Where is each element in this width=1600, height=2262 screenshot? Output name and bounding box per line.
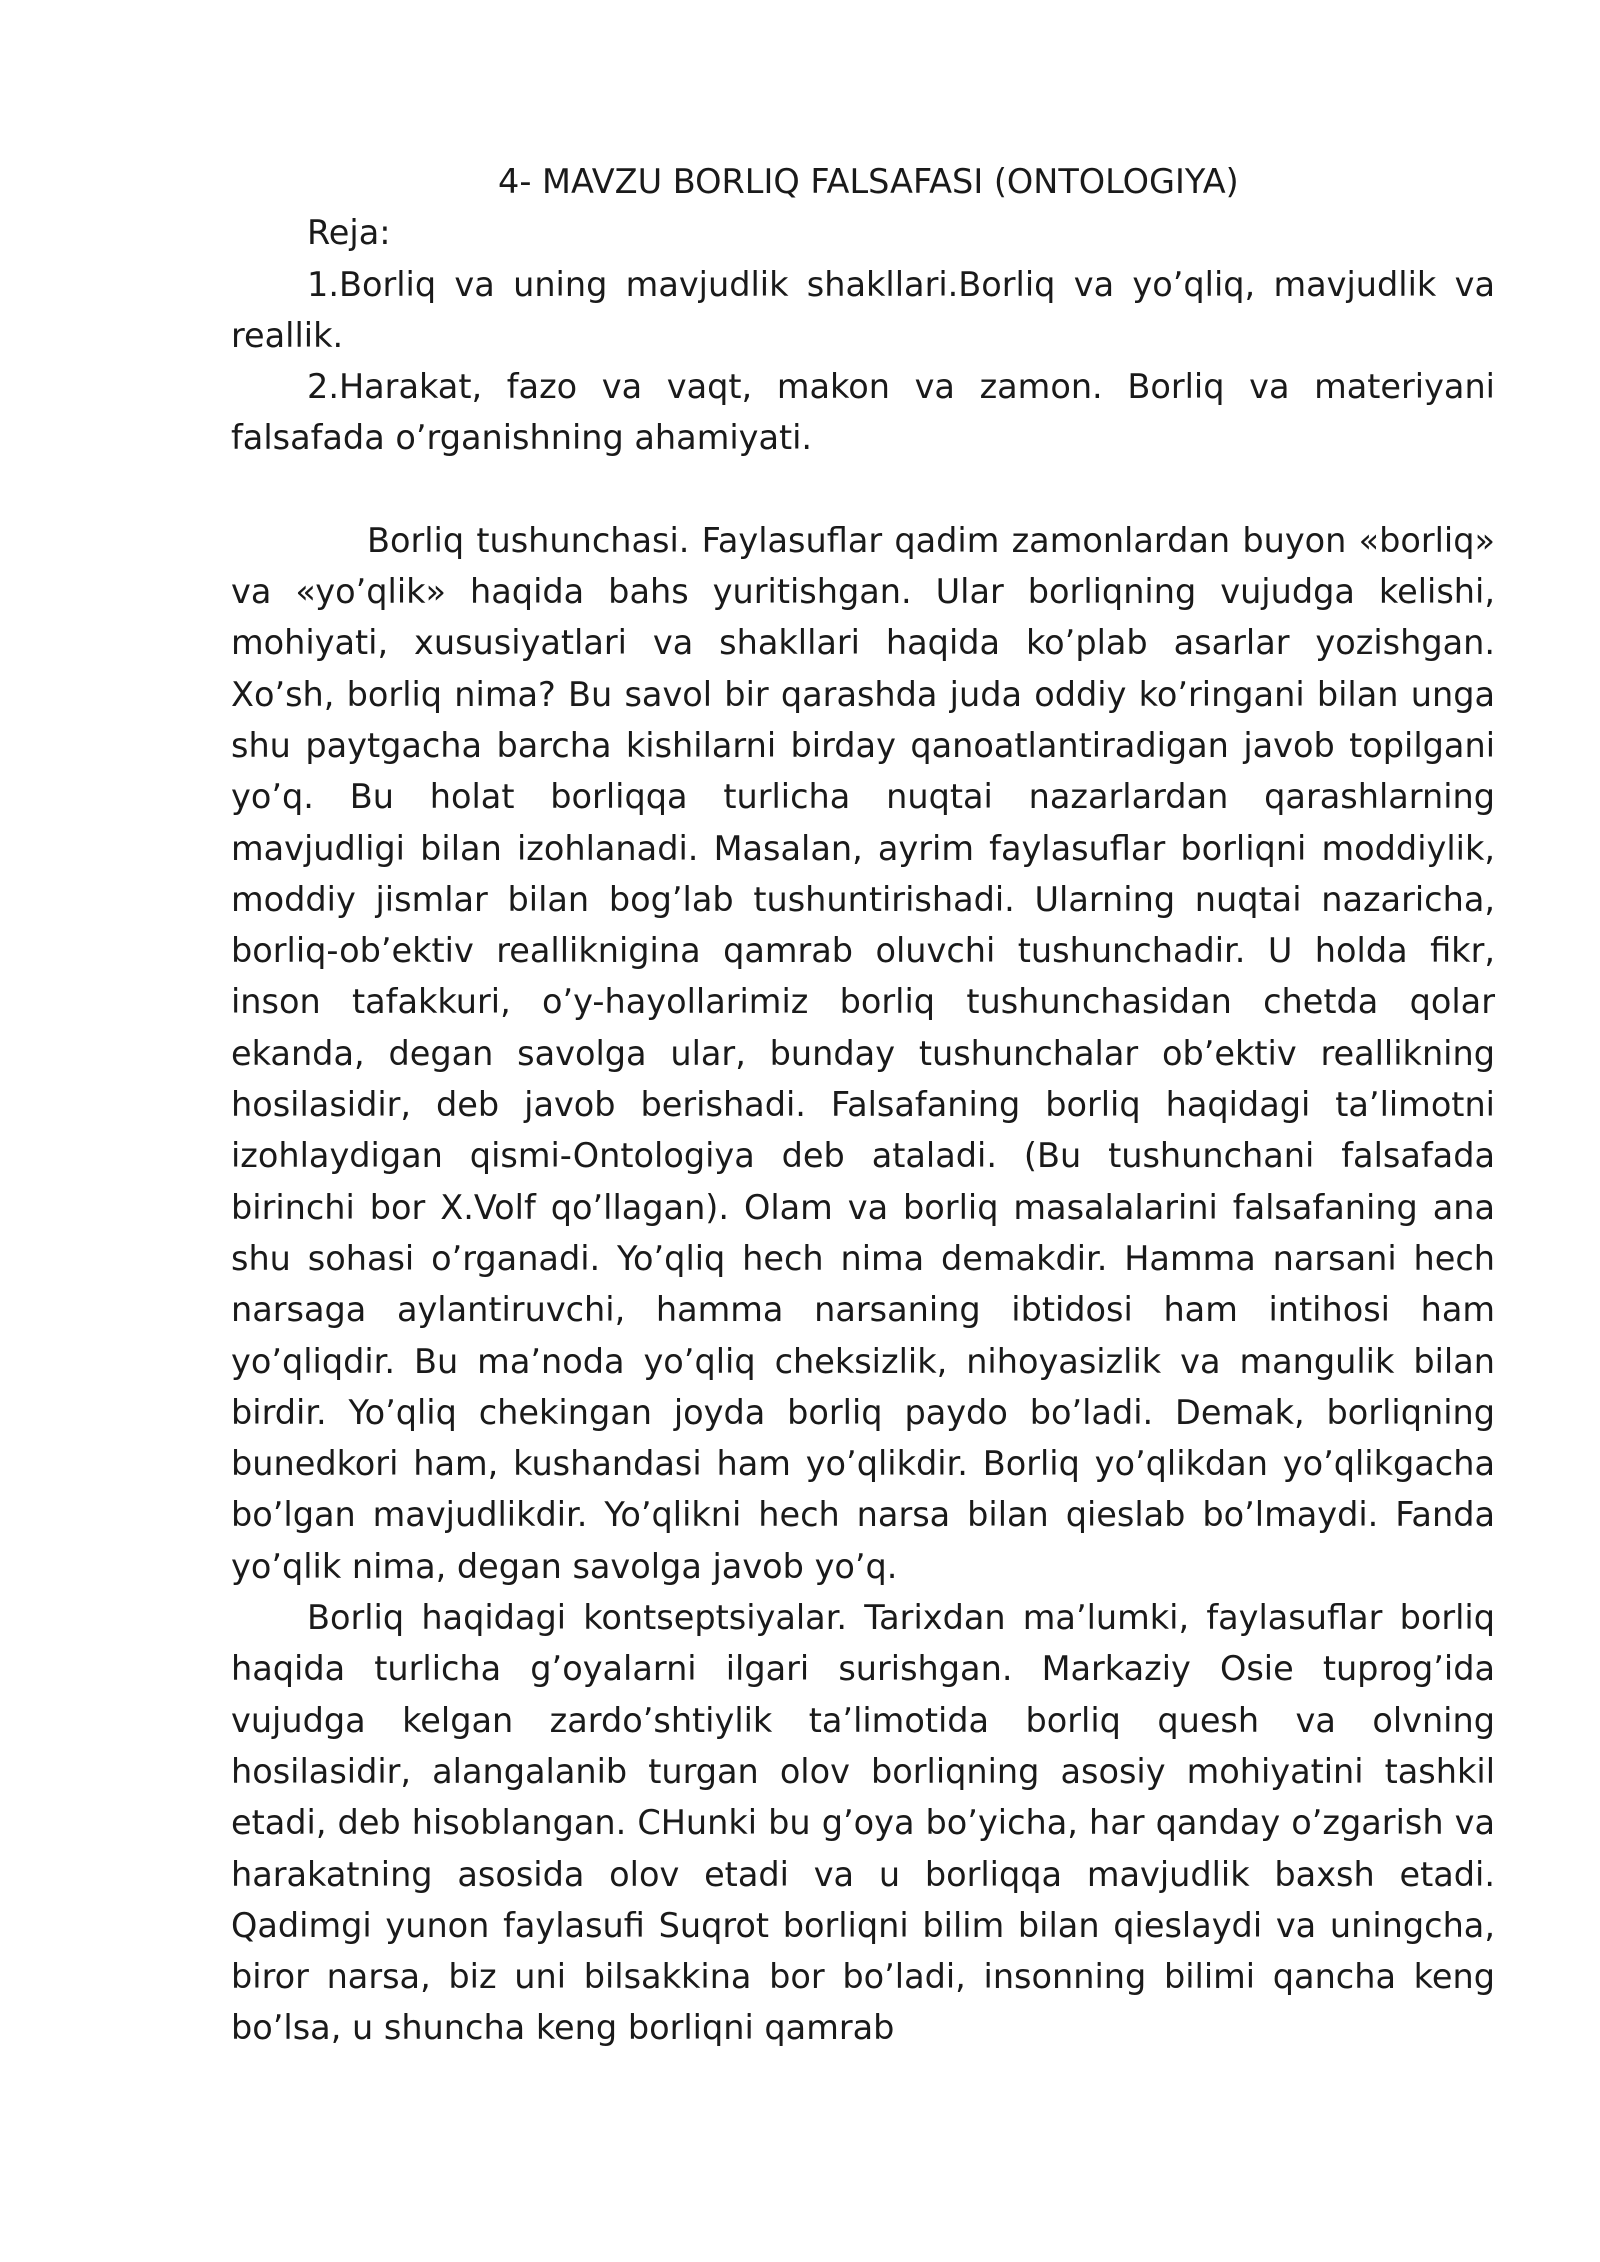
document-title: 4- MAVZU BORLIQ FALSAFASI (ONTOLOGIYA) bbox=[498, 162, 1239, 201]
plan-item-2: 2.Harakat, fazo va vaqt, makon va zamon. Borliq va materiyani falsafada o’rganishning ahamiyati. bbox=[231, 367, 1495, 458]
paragraph-borliq-tushunchasi: Borliq tushunchasi. Faylasuflar qadim zamonlardan buyon «borliq» va «yo’qlik» haqida bahs yuritishgan. Ular borliqning vujudga kelishi, mohiyati, xususiyatlari va shakllari haqida ko’plab asarlar yozishgan. Xo’sh, borliq nima? Bu savol bir qarashda juda oddiy ko’ringani bilan unga shu paytgacha barcha kishilarni birday qanoatlantiradigan javob topilgani yo’q. Bu holat borliqqa turlicha nuqtai nazarlardan qarashlarning mavjudligi bilan izohlanadi. Masalan, ayrim faylasuflar borliqni moddiylik, moddiy jismlar bilan bog’lab tushuntirishadi. Ularning nuqtai nazaricha, borliq-ob’ektiv realliknigina qamrab oluvchi tushunchadir. U holda fikr, inson tafakkuri, o’y-hayollarimiz borliq tushunchasidan chetda qolar ekanda, degan savolga ular, bunday tushunchalar ob’ektiv reallikning hosilasidir, deb javob berishadi. Falsafaning borliq haqidagi ta’limotni izohlaydigan qismi-Ontologiya deb ataladi. (Bu tushunchani falsafada birinchi bor X.Volf qo’llagan). Olam va borliq masalalarini falsafaning ana shu sohasi o’rganadi. Yo’qliq hech nima demakdir. Hamma narsani hech narsaga aylantiruvchi, hamma narsaning ibtidosi ham intihosi ham yo’qliqdir. Bu ma’noda yo’qliq cheksizlik, nihoyasizlik va mangulik bilan birdir. Yo’qliq chekingan joyda borliq paydo bo’ladi. Demak, borliqning bunedkori ham, kushandasi ham yo’qlikdir. Borliq yo’qlikdan yo’qlikgacha bo’lgan mavjudlikdir. Yo’qlikni hech narsa bilan qieslab bo’lmaydi. Fanda yo’qlik nima, degan savolga javob yo’q. bbox=[231, 520, 1495, 1586]
plan-label: Reja: bbox=[307, 213, 391, 253]
paragraph-kontseptsiyalar: Borliq haqidagi kontseptsiyalar. Tarixdan ma’lumki, faylasuflar borliq haqida turlicha g’oyalarni ilgari surishgan. Markaziy Osie tuprog’ida vujudga kelgan zardo’shtiylik ta’limotida borliq quesh va olvning hosilasidir, alangalanib turgan olov borliqning asosiy mohiyatini tashkil etadi, deb hisoblangan. CHunki bu g’oya bo’yicha, har qanday o’zgarish va harakatning asosida olov etadi va u borliqqa mavjudlik baxsh etadi. Qadimgi yunon faylasufi Suqrot borliqni bilim bilan qieslaydi va uningcha, biror narsa, biz uni bilsakkina bor bo’ladi, insonning bilimi qancha keng bo’lsa, u shuncha keng borliqni qamrab bbox=[231, 1598, 1495, 2048]
plan-item-1: 1.Borliq va uning mavjudlik shakllari.Borliq va yo’qliq, mavjudlik va reallik. bbox=[231, 264, 1495, 355]
section-gap bbox=[231, 464, 1495, 515]
document-page bbox=[231, 156, 1495, 2054]
